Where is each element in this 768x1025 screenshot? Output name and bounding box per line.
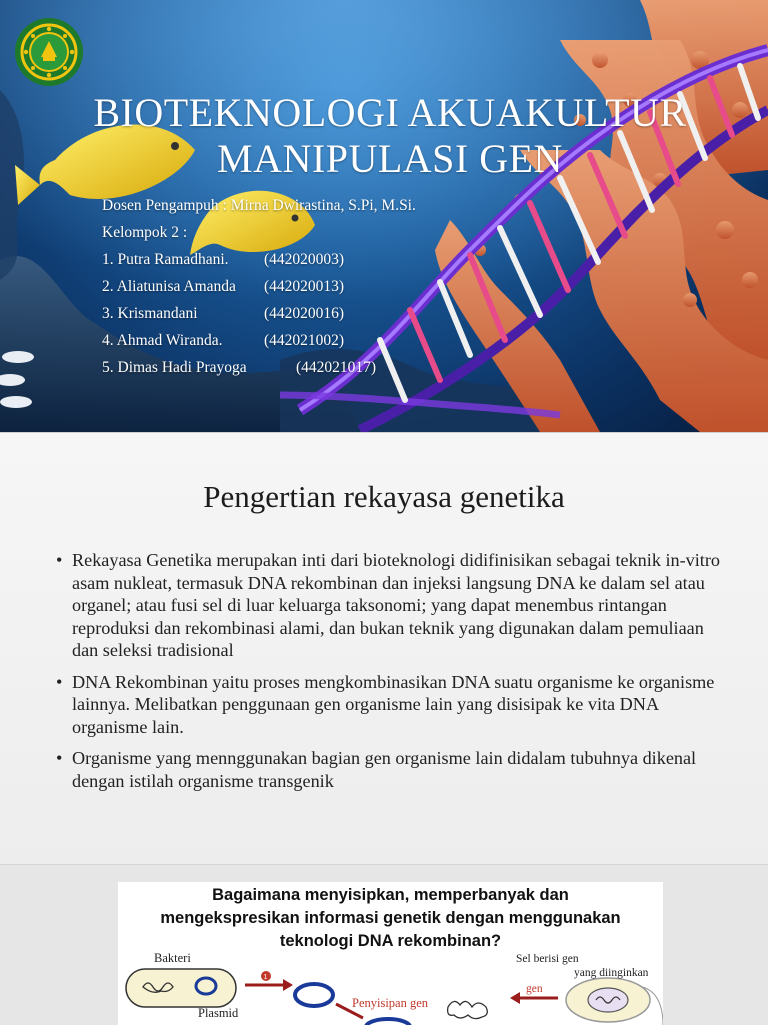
group-line: Kelompok 2 : [102,224,188,241]
recombinant-dna-slide [0,864,768,1025]
cell-with-gene-icon [566,978,663,1025]
title-line-1: BIOTEKNOLOGI AKUAKULTUR [93,90,687,135]
bullet-list [56,549,720,801]
member-id: (442021017) [296,359,377,376]
bullet-text: Organisme yang mennggunakan bagian gen organisme lain didalam tubuhnya dikenal dengan istilah organisme transgenik [72,748,697,791]
bullet-text: Rekayasa Genetika merupakan inti dari bioteknologi didifinisikan sebagai teknik in-vitro asam nukleat, termasuk DNA rekombinan dan injeksi langsung DNA ke dalam sel atau organel; atau fusi sel di luar keluarga taksonomi; yang dapat menembus rintangan reproduksi dan rekombinasi alami, dan bukan teknik yang digunakan dalam pemuliaan dan seleksi tradisional [72,550,721,660]
member-row [102,246,416,273]
member-name: 5. Dimas Hadi Prayoga [102,359,247,376]
gene-fragment-icon [448,1001,488,1018]
bacteria-cell-icon [126,969,236,1007]
member-name: 1. Putra Ramadhani. [102,251,229,268]
member-id: (442021002) [264,332,345,349]
definition-slide [0,432,768,865]
bullet-item [56,671,720,739]
presentation-title [0,90,768,182]
title-line-2: MANIPULASI GEN [217,136,563,181]
bullet-item [56,549,720,662]
recombinant-dna-figure [118,882,663,1025]
bullet-text: DNA Rekombinan yaitu proses mengkombinasikan DNA suatu organisme ke organisme lainnya. Melibatkan penggunaan gen organisme lain yang disisipak ke vita DNA organisme lain. [72,671,715,737]
member-row [102,273,416,300]
heading-line-2: mengekspresikan informasi genetik dengan menggunakan [160,909,621,927]
bullet-icon: • [56,550,63,570]
member-id: (442020013) [264,278,345,295]
heading-line-1: Bagaimana menyisipkan, memperbanyak dan [212,886,569,904]
plasmid-ring-icon [295,984,333,1006]
label-plasmid: Plasmid [198,1006,239,1020]
member-name: 2. Aliatunisa Amanda [102,278,236,295]
plasmid-ring-icon [366,1019,410,1025]
bullet-icon: • [56,671,63,692]
title-slide [0,0,768,432]
university-logo [14,17,84,87]
member-id: (442020003) [264,251,345,268]
bullet-icon: • [56,748,63,768]
step-number: 1 [263,974,268,981]
member-name: 3. Krismandani [102,305,198,322]
label-yang-diinginkan: yang diinginkan [574,967,649,979]
arrow-icon [245,971,293,991]
label-sel-berisi-gen: Sel berisi gen [516,953,579,965]
member-id: (442020016) [264,305,345,322]
member-name: 4. Ahmad Wiranda. [102,332,223,349]
heading-line-3: teknologi DNA rekombinan? [279,932,502,950]
lecturer-line: Dosen Pengampuh : Mirna Dwirastina, S.Pi, M.Si. [102,197,416,214]
bullet-item [56,747,720,792]
member-row [102,327,416,354]
member-row [102,300,416,327]
slide-title: Pengertian rekayasa genetika [203,479,565,514]
label-penyisipan-gen: Penyisipan gen [352,996,429,1010]
label-bakteri: Bakteri [154,951,191,965]
presentation-meta [102,192,416,381]
label-gen: gen [526,983,543,995]
member-row [102,354,416,381]
